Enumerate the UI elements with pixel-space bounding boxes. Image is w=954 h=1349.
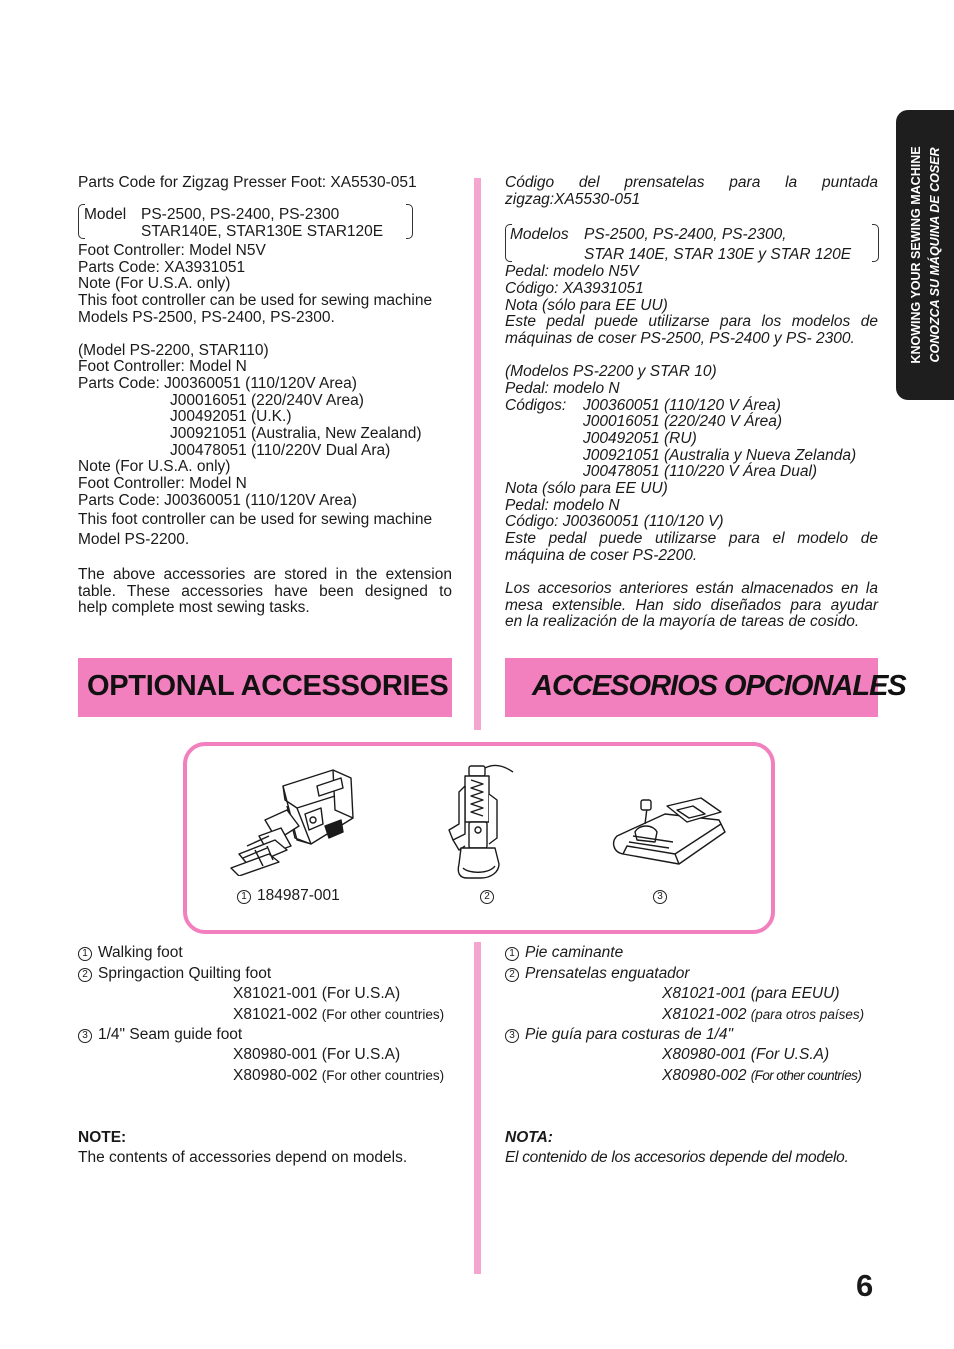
es-list-item-pie-guia: [505, 1027, 733, 1044]
es-circled-number-3: 3: [505, 1029, 519, 1043]
es-pedal-n5v: Pedal: modelo N5V: [505, 263, 639, 280]
stored-line1: The above accessories are stored in the extension: [78, 566, 452, 583]
quilting-foot-illustration: [445, 760, 515, 884]
es-note-text: El contenido de los accesorios depende del modelo.: [505, 1149, 849, 1166]
usage-2-line2: Model PS-2200.: [78, 531, 190, 548]
es-list-item-pie-caminante: [505, 945, 623, 962]
parts-code-area-5: J00478051 (110/220V Dual Ara): [170, 442, 391, 459]
es-nota-2: Nota (sólo para EE UU): [505, 480, 668, 497]
item1-label: Walking foot: [98, 944, 183, 961]
circled-number-2: 2: [78, 968, 92, 982]
es-item2-code-other: [662, 1007, 864, 1024]
model-bracket-right: [406, 204, 413, 239]
es-model-label: Modelos: [510, 226, 569, 243]
side-tab-spanish: CONOZCA SU MÁQUINA DE COSER: [928, 147, 942, 363]
es-parts-code-line1: Código del prensatelas para la puntada: [505, 174, 878, 191]
optional-accessories-heading-box: [78, 658, 452, 717]
es-codigo-area-2: J00016051 (220/240 V Área): [583, 413, 783, 430]
es-nota-1: Nota (sólo para EE UU): [505, 297, 668, 314]
es-item2-code2: X81021-002: [662, 1006, 747, 1023]
es-usage-2-line1: Este pedal puede utilizarse para el modelo de: [505, 530, 878, 547]
parts-code-area-3: J00492051 (U.K.): [170, 408, 292, 425]
stored-line2: table. These accessories have been designed to: [78, 582, 452, 600]
es-model-line2: STAR 140E, STAR 130E y STAR 120E: [584, 246, 852, 263]
es-codigo-area-1: J00360051 (110/120 V Área): [583, 397, 781, 414]
es-parts-code-paragraph: [505, 175, 878, 208]
usage-1-line2: Models PS-2500, PS-2400, PS-2300.: [78, 309, 335, 326]
panel-label-3: [653, 888, 673, 905]
es-codigo-area-4: J00921051 (Australia y Nueva Zelanda): [583, 447, 857, 464]
es-item2-code2-note: (para otros países): [750, 1007, 865, 1022]
es-item3-code-usa: X80980-001 (For U.S.A): [662, 1046, 830, 1063]
circled-number-1: 1: [78, 947, 92, 961]
item3-code-other: [233, 1068, 444, 1085]
item3-code2: X80980-002: [233, 1067, 318, 1084]
list-item-walking-foot: [78, 945, 183, 962]
es-usage-1-line2: máquinas de coser PS-2500, PS-2400 y PS- 2300.: [505, 329, 855, 347]
seam-guide-foot-illustration: [609, 796, 731, 868]
circled-number-3: 3: [78, 1029, 92, 1043]
es-models-ps2200: (Modelos PS-2200 y STAR 10): [505, 363, 717, 380]
foot-controller-n5v: Foot Controller: Model N5V: [78, 242, 266, 259]
es-codigo-n5v: Código: XA3931051: [505, 280, 644, 297]
note-usa-1: Note (For U.S.A. only): [78, 275, 231, 292]
note-usa-2: Note (For U.S.A. only): [78, 458, 231, 475]
es-item2-code-usa: X81021-001 (para EEUU): [662, 985, 840, 1002]
accessory-illustration-panel: [183, 742, 775, 934]
panel-label-1: [237, 888, 340, 905]
note-text: The contents of accessories depend on models.: [78, 1149, 408, 1166]
es-stored-line3: en la realización de la mayoría de tareas de cosido.: [505, 613, 860, 631]
es-usage-2-paragraph: [505, 531, 878, 564]
model-list-line2: STAR140E, STAR130E STAR120E: [141, 223, 384, 240]
es-circled-number-1: 1: [505, 947, 519, 961]
item2-code2: X81021-002: [233, 1006, 318, 1023]
es-parts-code-line2: zigzag:XA5530-051: [505, 190, 641, 208]
model-label: Model: [84, 206, 127, 223]
es-usage-2-line2: máquina de coser PS-2200.: [505, 546, 698, 564]
column-divider-top: [474, 178, 481, 730]
es-item3-code-other: [662, 1068, 861, 1085]
panel-circled-number-1: 1: [237, 890, 251, 904]
item2-code2-note: (For other countries): [321, 1007, 445, 1022]
es-codigo-2: Código: J00360051 (110/120 V): [505, 513, 724, 530]
es-codigos-label: Códigos:: [505, 397, 567, 414]
usage-1-line1: This foot controller can be used for sewing machine: [78, 292, 433, 309]
panel-label-1-code: 184987-001: [257, 887, 340, 904]
accesorios-opcionales-heading-box: [505, 658, 906, 717]
es-circled-number-2: 2: [505, 968, 519, 982]
parts-code-area-1: Parts Code: J00360051 (110/120V Area): [78, 375, 357, 392]
item2-code-other: [233, 1007, 444, 1024]
item2-label: Springaction Quilting foot: [98, 965, 272, 982]
panel-circled-number-2: 2: [480, 890, 494, 904]
stored-paragraph: [78, 567, 452, 617]
es-item3-code2-note: (For other countríes): [750, 1068, 862, 1083]
stored-line3: help complete most sewing tasks.: [78, 599, 310, 617]
note-label: NOTE:: [78, 1129, 127, 1146]
foot-controller-n-1: Foot Controller: Model N: [78, 358, 247, 375]
es-codigo-area-3: J00492051 (RU): [583, 430, 697, 447]
side-tab-english: KNOWING YOUR SEWING MACHINE: [909, 146, 923, 364]
page-number: 6: [856, 1268, 874, 1303]
model-ps2200: (Model PS-2200, STAR110): [78, 342, 269, 359]
es-pedal-n-1: Pedal: modelo N: [505, 380, 620, 397]
parts-code-area-2: J00016051 (220/240V Area): [170, 392, 364, 409]
es-usage-1-paragraph: [505, 314, 878, 347]
item3-label: 1/4" Seam guide foot: [98, 1026, 243, 1043]
list-item-seam-guide-foot: [78, 1027, 242, 1044]
es-codigo-area-5: J00478051 (110/220 V Área Dual): [583, 463, 818, 480]
model-list-line1: PS-2500, PS-2400, PS-2300: [141, 206, 340, 223]
walking-foot-illustration: [225, 766, 367, 876]
es-usage-1-line1: Este pedal puede utilizarse para los modelos de: [505, 313, 878, 330]
es-list-item-enguatador: [505, 966, 690, 983]
parts-code-zigzag: Parts Code for Zigzag Presser Foot: XA5530-051: [78, 174, 417, 191]
panel-circled-number-3: 3: [653, 890, 667, 904]
es-item1-label: Pie caminante: [525, 944, 624, 961]
usage-2-line1: This foot controller can be used for sewing machine: [78, 511, 433, 528]
es-item3-label: Pie guía para costuras de 1/4": [525, 1026, 733, 1043]
es-pedal-n-2: Pedal: modelo N: [505, 497, 620, 514]
es-model-bracket-right: [872, 224, 879, 262]
optional-accessories-heading: OPTIONAL ACCESSORIES: [87, 670, 449, 702]
foot-controller-n-2: Foot Controller: Model N: [78, 475, 247, 492]
panel-label-2: [480, 888, 500, 905]
es-note-label: NOTA:: [505, 1129, 553, 1146]
item3-code-usa: X80980-001 (For U.S.A): [233, 1046, 401, 1063]
es-item2-label: Prensatelas enguatador: [525, 965, 690, 982]
item2-code-usa: X81021-001 (For U.S.A): [233, 985, 401, 1002]
es-stored-line2: mesa extensible. Han sido diseñados para ayudar: [505, 596, 878, 614]
es-stored-paragraph: [505, 581, 878, 631]
parts-code-n-2: Parts Code: J00360051 (110/120V Area): [78, 492, 357, 509]
parts-code-n5v: Parts Code: XA3931051: [78, 259, 246, 276]
es-item3-code2: X80980-002: [662, 1067, 747, 1084]
item3-code2-note: (For other countries): [321, 1068, 445, 1083]
es-stored-line1: Los accesorios anteriores están almacenados en la: [505, 580, 878, 597]
es-model-line1: PS-2500, PS-2400, PS-2300,: [584, 226, 787, 243]
column-divider-bottom: [474, 942, 481, 1274]
side-tab: [896, 110, 954, 400]
list-item-quilting-foot: [78, 966, 271, 983]
parts-code-area-4: J00921051 (Australia, New Zealand): [170, 425, 422, 442]
accesorios-opcionales-heading: ACCESORIOS OPCIONALES: [532, 670, 906, 702]
